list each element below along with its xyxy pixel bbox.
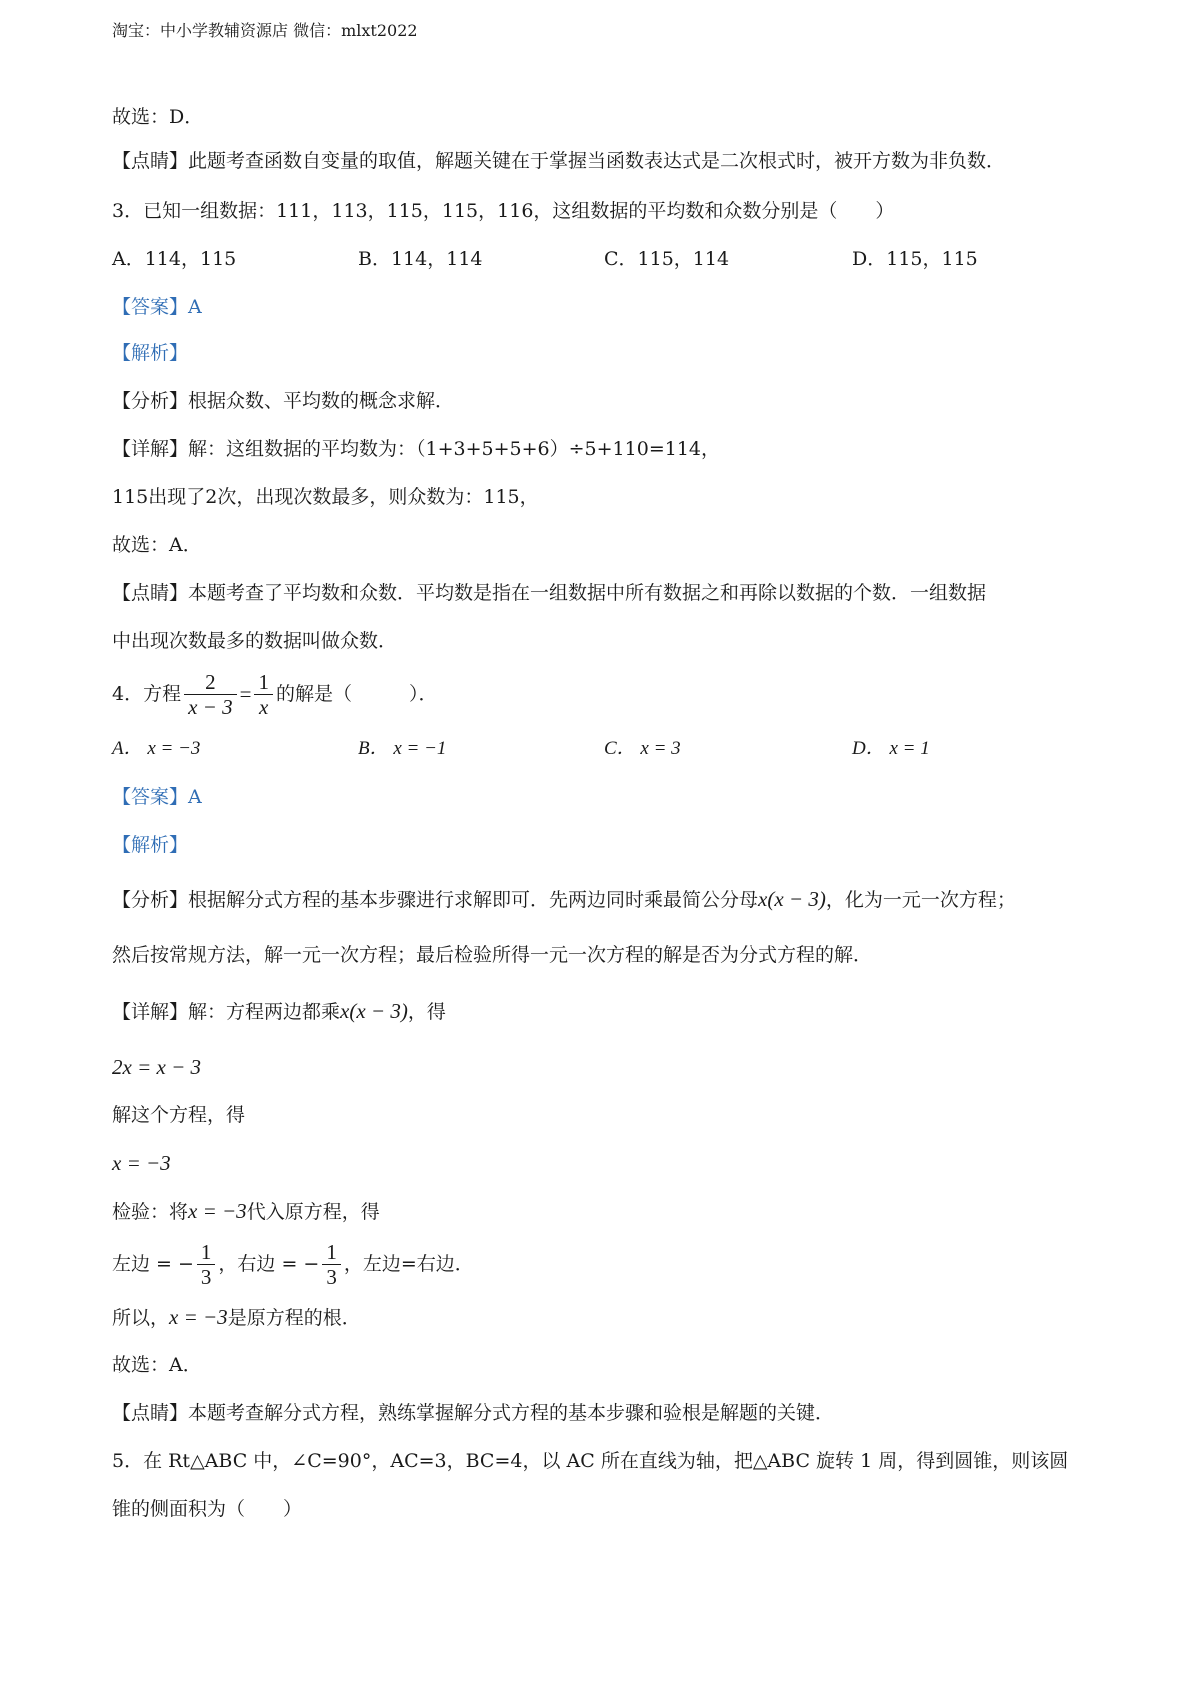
- check-pre: 检验：将: [112, 1201, 189, 1223]
- left-side-label: 左边 = −: [112, 1253, 194, 1275]
- q4-option-b: B． x = −1: [358, 738, 447, 759]
- fraction-right-numerator: 1: [254, 670, 273, 695]
- check-line: [112, 1198, 380, 1225]
- text-line: 【点睛】本题考查了平均数和众数．平均数是指在一组数据中所有数据之和再除以数据的个数．一组数据: [112, 582, 987, 604]
- check-post: 代入原方程，得: [246, 1201, 380, 1223]
- fraction-left: [184, 670, 237, 719]
- answer-label: 【答案】A: [112, 786, 202, 808]
- analysis-text: [112, 886, 1016, 913]
- page-header: 淘宝：中小学教辅资源店 微信：mlxt2022: [112, 21, 418, 40]
- question-4-prefix: 4．方程: [112, 683, 182, 705]
- conclusion-text: ，左边=右边．: [343, 1253, 474, 1275]
- question-5: 5．在 Rt△ABC 中，∠C=90°，AC=3，BC=4，以 AC 所在直线为轴，把△ABC 旋转 1 周，得到圆锥，则该圆: [112, 1450, 1069, 1472]
- text-line: 115出现了2次，出现次数最多，则众数为：115，: [112, 486, 539, 508]
- denominator: 3: [326, 1264, 337, 1289]
- equals-sign: =: [239, 682, 252, 706]
- analysis-text-pre: 【分析】根据解分式方程的基本步骤进行求解即可．先两边同时乘最简公分母: [112, 889, 759, 911]
- text-line: 【点睛】本题考查解分式方程，熟练掌握解分式方程的基本步骤和验根是解题的关键．: [112, 1402, 835, 1424]
- fraction-left-numerator: 2: [184, 670, 237, 695]
- question-4-suffix: 的解是（ ）．: [275, 683, 438, 705]
- root-line: [112, 1304, 361, 1331]
- denominator-expr: x(x − 3): [758, 887, 826, 911]
- fraction-right-denominator: x: [259, 694, 269, 719]
- q3-option-c: C．115，114: [604, 248, 730, 270]
- q3-option-d: D．115，115: [852, 248, 978, 270]
- question-3: 3．已知一组数据：111，113，115，115，116，这组数据的平均数和众数分别是（ ）: [112, 200, 895, 222]
- root-math: x = −3: [169, 1305, 228, 1329]
- root-pre: 所以，: [112, 1307, 170, 1329]
- numerator: 1: [197, 1240, 216, 1265]
- text-line: 中出现次数最多的数据叫做众数．: [112, 630, 398, 652]
- text-line: 【点睛】此题考查函数自变量的取值，解题关键在于掌握当函数表达式是二次根式时，被开方数为非负数．: [112, 150, 1006, 172]
- fraction-right: [254, 670, 273, 719]
- text-line: 【详解】解：这组数据的平均数为：（1+3+5+5+6）÷5+110=114，: [112, 438, 721, 460]
- root-post: 是原方程的根．: [227, 1307, 361, 1329]
- fraction-one-third: [322, 1240, 341, 1289]
- equation: 2x = x − 3: [112, 1055, 201, 1079]
- q4-option-d: D． x = 1: [852, 738, 930, 759]
- right-side-label: ，右边 = −: [218, 1253, 320, 1275]
- text-line: 故选：A．: [112, 1354, 202, 1376]
- denominator: 3: [200, 1264, 212, 1289]
- solution-text-pre: 【详解】解：方程两边都乘: [112, 1001, 341, 1023]
- fraction-one-third: [197, 1240, 216, 1289]
- text-line: 故选：A．: [112, 534, 202, 556]
- numerator: 1: [322, 1240, 341, 1265]
- question-4: [112, 666, 437, 722]
- q3-option-b: B．114，114: [358, 248, 483, 270]
- answer-label: 【答案】A: [112, 296, 202, 318]
- analysis-label: 【解析】: [112, 342, 189, 364]
- check-math: x = −3: [188, 1199, 247, 1223]
- analysis-label: 【解析】: [112, 834, 189, 856]
- analysis-text-post: ，化为一元一次方程；: [825, 889, 1016, 911]
- text-line: 锥的侧面积为（ ）: [112, 1498, 303, 1520]
- solution-text: [112, 998, 446, 1025]
- q4-option-c: C． x = 3: [604, 738, 681, 759]
- text-line: 故选：D．: [112, 106, 204, 128]
- text-line: 解这个方程，得: [112, 1104, 246, 1126]
- fraction-left-denominator: x − 3: [188, 694, 233, 719]
- denominator-expr: x(x − 3): [340, 999, 408, 1023]
- q4-option-a: A． x = −3: [112, 738, 201, 759]
- equation: x = −3: [112, 1151, 171, 1175]
- text-line: 【分析】根据众数、平均数的概念求解．: [112, 390, 455, 412]
- text-line: 然后按常规方法，解一元一次方程；最后检验所得一元一次方程的解是否为分式方程的解．: [112, 944, 873, 966]
- solution-text-post: ，得: [407, 1001, 446, 1023]
- q3-option-a: A．114，115: [112, 248, 237, 270]
- left-right-line: [112, 1236, 474, 1292]
